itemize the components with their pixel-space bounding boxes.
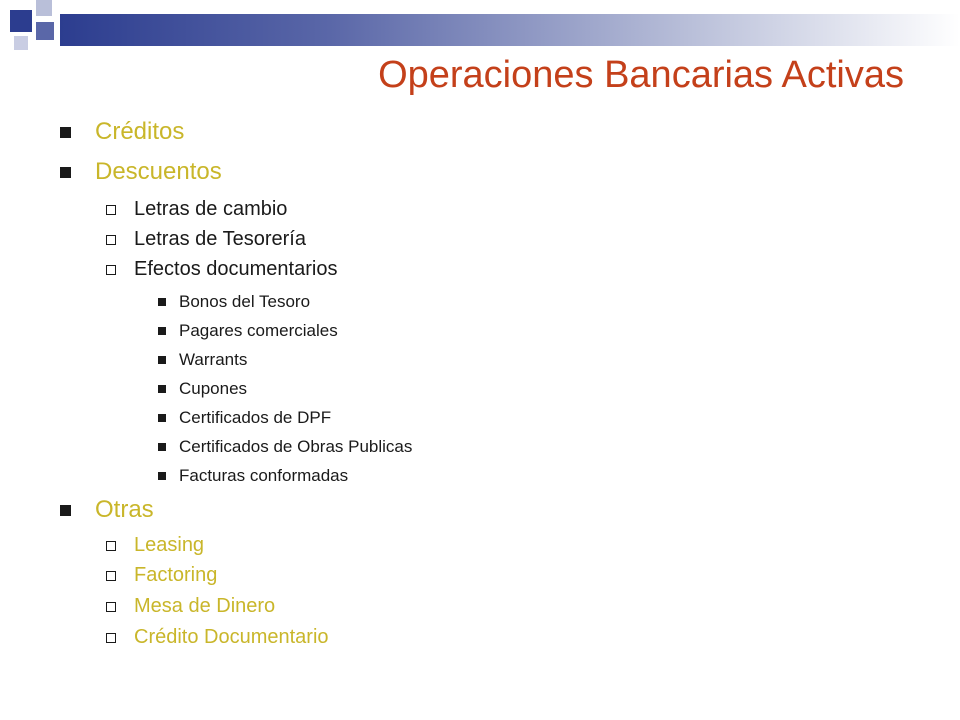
bullet-hollow-square-icon	[106, 205, 116, 215]
list-item-label: Pagares comerciales	[179, 321, 338, 340]
list-item	[106, 198, 287, 221]
bullet-square-icon	[158, 414, 166, 422]
list-item-label: Certificados de DPF	[179, 408, 332, 427]
list-item-label: Letras de Tesorería	[134, 228, 306, 250]
list-item	[106, 595, 275, 618]
list-item-label: Certificados de Obras Publicas	[179, 437, 413, 456]
bullet-square-icon	[158, 327, 166, 335]
list-item	[60, 158, 222, 186]
list-item	[158, 292, 310, 312]
list-item-label: Cupones	[179, 379, 248, 398]
list-item	[158, 437, 412, 457]
bullet-square-icon	[60, 167, 71, 178]
list-item	[158, 321, 338, 341]
list-item	[106, 534, 204, 557]
list-item-label: Créditos	[95, 118, 185, 145]
list-item	[158, 350, 247, 370]
bullet-hollow-square-icon	[106, 602, 116, 612]
bullet-hollow-square-icon	[106, 235, 116, 245]
list-item-label: Warrants	[179, 350, 248, 369]
list-item	[60, 496, 154, 524]
list-item	[106, 564, 217, 587]
bullet-hollow-square-icon	[106, 633, 116, 643]
list-item-label: Mesa de Dinero	[134, 595, 276, 617]
bullet-square-icon	[158, 356, 166, 364]
list-item-label: Descuentos	[95, 158, 222, 185]
list-item-label: Letras de cambio	[134, 198, 288, 220]
bullet-square-icon	[60, 505, 71, 516]
list-item-label: Leasing	[134, 534, 205, 556]
list-item-label: Crédito Documentario	[134, 626, 329, 648]
list-item	[106, 626, 329, 649]
list-item	[158, 466, 348, 486]
bullet-square-icon	[158, 298, 166, 306]
list-item-label: Factoring	[134, 564, 218, 586]
bullet-square-icon	[158, 385, 166, 393]
list-item	[106, 258, 337, 281]
list-item	[158, 379, 247, 399]
bullet-hollow-square-icon	[106, 541, 116, 551]
list-item	[106, 228, 306, 251]
list-item-label: Facturas conformadas	[179, 466, 349, 485]
bullet-square-icon	[158, 472, 166, 480]
list-item	[60, 118, 184, 146]
list-item-label: Bonos del Tesoro	[179, 292, 311, 311]
list-item-label: Otras	[95, 496, 154, 523]
list-item-label: Efectos documentarios	[134, 258, 338, 280]
bullet-square-icon	[60, 127, 71, 138]
bullet-hollow-square-icon	[106, 265, 116, 275]
list-item	[158, 408, 331, 428]
slide-title: Operaciones Bancarias Activas	[378, 54, 904, 96]
bullet-hollow-square-icon	[106, 571, 116, 581]
bullet-square-icon	[158, 443, 166, 451]
